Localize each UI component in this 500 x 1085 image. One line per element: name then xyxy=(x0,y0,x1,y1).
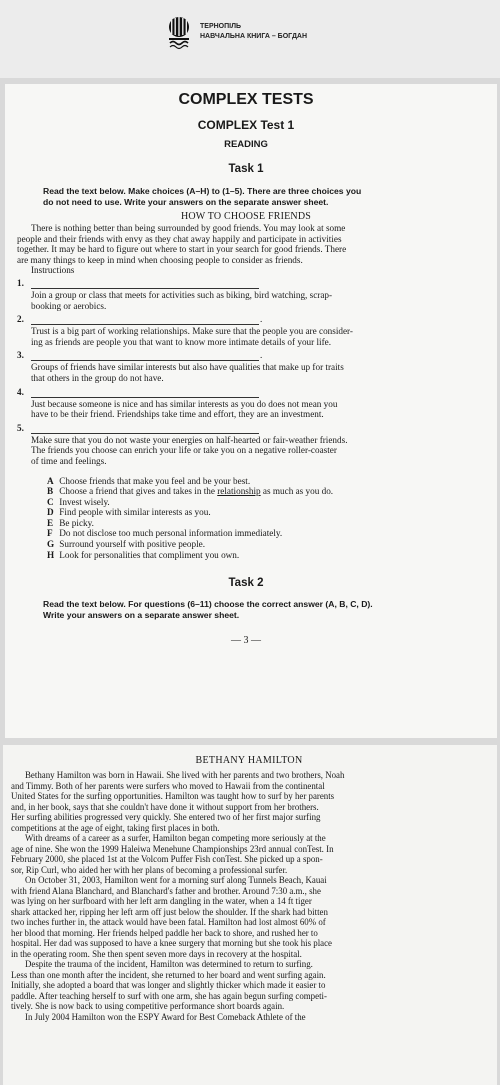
page-heading: COMPLEX TESTS xyxy=(178,91,314,108)
gap-item-5: 5. Make sure that you do not waste your energies on half-hearted or fair-weather friends. The friends you choose can enrich your life or take you on a negative roller-coaster of time and feelings. xyxy=(17,422,348,466)
text-line: Her surfing abilities progressed very quickly. She entered two of her first major surfing xyxy=(11,812,321,822)
answer-blank xyxy=(31,389,259,398)
text-line: February 2000, she placed 1st at the Volcom Puffer Fish conTest. She picked up a spon- xyxy=(11,854,323,864)
text-line: in the operating room. She then spent seven more days in recovery at the hospital. xyxy=(11,948,302,959)
text-line: tively. She is now back to using competitive performance short boards again. xyxy=(11,1001,285,1011)
text-line: her blood that morning. Her friends helped paddle her back to shore, and rushed her to xyxy=(11,927,318,938)
text-line: Initially, she adopted a board that was longer and slightly thicker which made it easier to xyxy=(11,980,326,990)
task2-title: Task 2 xyxy=(228,577,264,590)
choice-a: A Choose friends that make you feel and be your best. xyxy=(47,475,251,486)
gap-item-4: 4. Just because someone is nice and has similar interests as you do does not mean you have to be their friend. Friendships take time and effort, they are an investment. xyxy=(17,386,338,420)
instructions-label: Instructions xyxy=(31,265,75,276)
text-line: hospital. Her dad was supposed to have a knee surgery that morning but she took his place xyxy=(11,938,332,948)
text-line: Less than one month after the incident, she returned to her board and went surfing again. xyxy=(11,969,326,980)
choice-b: B Choose a friend that gives and takes in the relationship as much as you do. xyxy=(47,486,334,497)
answer-blank xyxy=(31,352,259,361)
text-line: Despite the trauma of the incident, Hamilton was determined to return to surfing. xyxy=(25,959,313,969)
task1-instruction: Read the text below. Make choices (A–H) to (1–5). There are three choices you do not need to use. Write your answers on the separate answer sheet. xyxy=(43,186,362,207)
choice-c: C Invest wisely. xyxy=(47,496,110,507)
choices-list xyxy=(47,476,475,561)
text-line: sor, Rip Curl, who aided her with her plans of becoming a professional surfer. xyxy=(11,864,288,875)
task1-title: Task 1 xyxy=(228,163,264,175)
bethany-text xyxy=(11,770,487,1022)
choice-d: D Find people with similar interests as you. xyxy=(47,507,211,518)
answer-blank xyxy=(31,280,259,289)
choice-f: F Do not disclose too much personal information immediately. xyxy=(47,528,283,539)
text-line: two inches further in, the attack would have been fatal. Hamilton had lost almost 60% of xyxy=(11,917,326,927)
text-line: paddle. After teaching herself to surf with one arm, she has again begun surfing competi- xyxy=(11,990,327,1001)
text-title: HOW TO CHOOSE FRIENDS xyxy=(180,211,312,222)
text-line: With dreams of a career as a surfer, Hamilton began competing more seriously at the xyxy=(25,833,326,843)
gap-item-1: 1. Join a group or class that meets for activities such as biking, bird watching, scrap- booking or aerobics. xyxy=(17,277,333,311)
answer-blank xyxy=(31,316,259,325)
text-line: On October 31, 2003, Hamilton went for a morning surf along Tunnels Beach, Kauai xyxy=(25,875,327,885)
text-line: and Timmy. Both of her parents were surfers who moved to Hawaii from the continental xyxy=(11,780,325,791)
text-line: Bethany Hamilton was born in Hawaii. She lived with her parents and two brothers, Noah xyxy=(25,770,345,780)
text-line: age of nine. She won the 1999 Haleiwa Menehune Championships 23rd annual conTest. In xyxy=(11,843,334,854)
choice-h: H Look for personalities that compliment you own. xyxy=(47,549,240,560)
task2-instruction: Read the text below. For questions (6–11) choose the correct answer (A, B, C, D). Write your answers on a separate answer sheet. xyxy=(43,599,373,621)
publisher-name xyxy=(200,22,307,42)
publisher-city: ТЕРНОПІЛЬ xyxy=(200,23,242,30)
text-line: was lying on her surfboard with her left arm dangling in the water, when a 14 ft tiger xyxy=(11,896,312,906)
page-4 xyxy=(3,745,497,1085)
text-line: In July 2004 Hamilton won the ESPY Award for Best Comeback Athlete of the xyxy=(25,1011,306,1022)
text-title-bethany: BETHANY HAMILTON xyxy=(195,755,303,766)
intro-paragraph: There is nothing better than being surrounded by good friends. You may look at some people and their friends with envy as they chat away happily and participate in activities together. It may be hard to figure out where to start in your search for good friends. There are many things to keep in mind when choosing people to consider as friends. xyxy=(17,223,347,265)
publisher-logo-icon xyxy=(167,16,191,50)
answer-blank xyxy=(31,425,259,434)
text-line: and, in her book, says that she couldn't have done it without support from her brothers. xyxy=(11,801,319,812)
text-line: United States for the surfing opportunities. Hamilton was taught how to surf by her parents xyxy=(11,791,335,801)
publisher-brand: НАВЧАЛЬНА КНИГА – БОГДАН xyxy=(200,33,308,40)
text-line: competitions at the age of eight, taking first places in both. xyxy=(11,822,220,833)
gap-item-3: 3. . Groups of friends have similar interests but also have qualities that make up for traits that others in the group do not have. xyxy=(17,350,344,383)
text-line: shark attacked her, ripping her left arm off just below the shoulder. If the shark had bitten xyxy=(11,906,328,917)
choice-e: E Be picky. xyxy=(47,517,94,528)
test-title: COMPLEX Test 1 xyxy=(197,118,295,132)
page-3 xyxy=(5,84,497,738)
text-line: with friend Alana Blanchard, and Blanchard's father and brother. Around 7:30 a.m., she xyxy=(11,885,321,896)
gap-item-2: 2. . Trust is a big part of working relationships. Make sure that the people you are consider- ing as friends are people you that want to know more intimate details of your life. xyxy=(17,314,353,347)
publisher-header xyxy=(0,0,500,78)
choice-g: G Surround yourself with positive people. xyxy=(47,539,206,550)
page-number: — 3 — xyxy=(231,635,261,647)
section-title: READING xyxy=(224,139,268,150)
